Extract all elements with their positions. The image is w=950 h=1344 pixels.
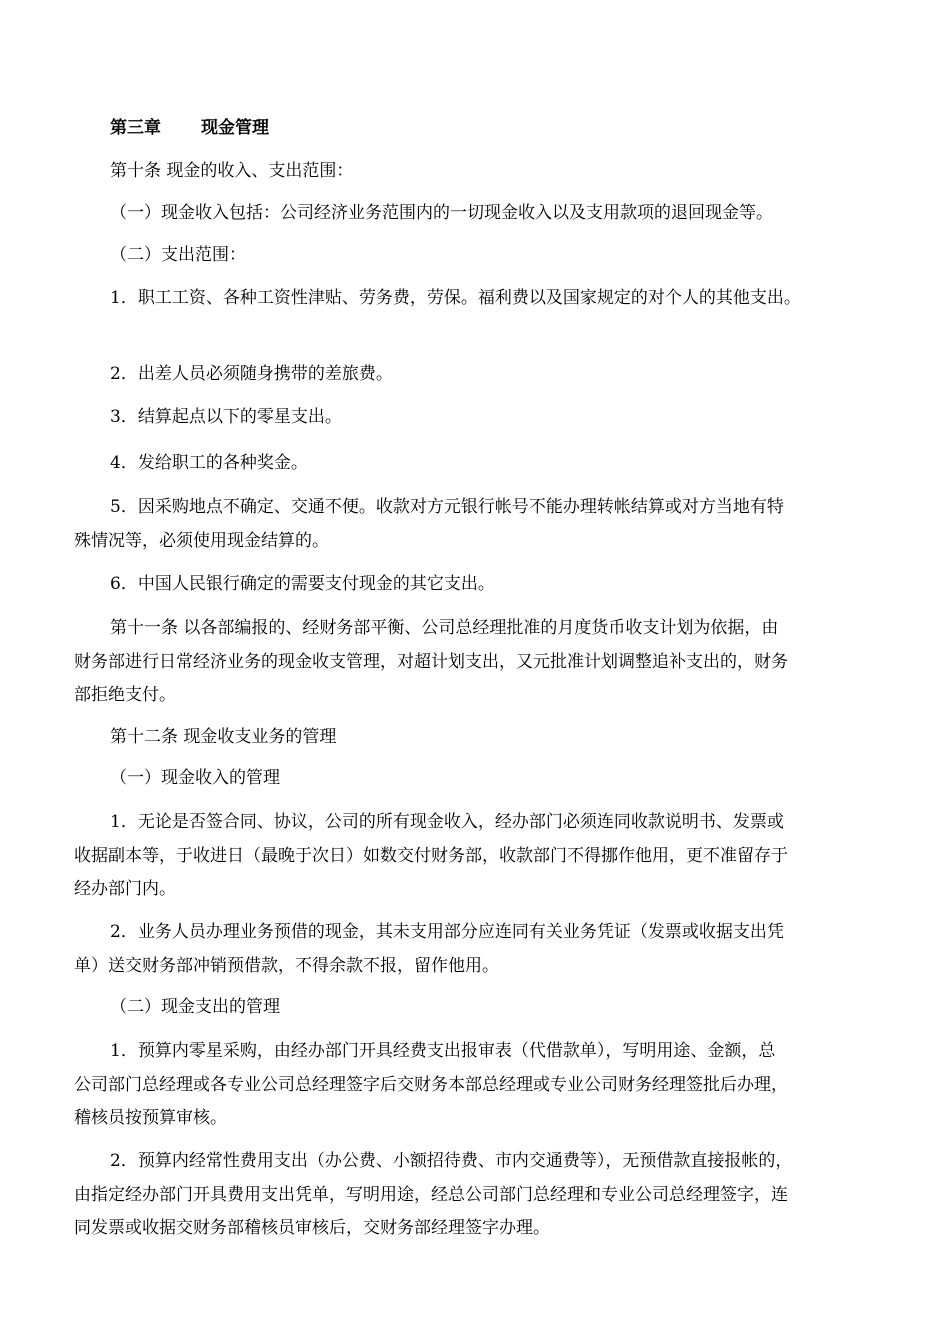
expense-rule-2-line-2: 由指定经办部门开具费用支出凭单，写明用途，经总公司部门总经理和专业公司总经理签字，连	[74, 1185, 788, 1205]
expense-rule-2-line-1: 2．预算内经常性费用支出（办公费、小额招待费、市内交通费等），无预借款直接报帐的，	[110, 1151, 793, 1171]
expense-item-5-line-2: 殊情况等，必须使用现金结算的。	[74, 531, 329, 551]
expense-item-3: 3．结算起点以下的零星支出。	[110, 407, 342, 427]
income-rule-1-line-3: 经办部门内。	[74, 879, 176, 899]
article-10-heading: 第十条 现金的收入、支出范围：	[110, 161, 354, 181]
expense-item-6: 6．中国人民银行确定的需要支付现金的其它支出。	[110, 574, 495, 594]
expense-item-1: 1．职工工资、各种工资性津贴、劳务费，劳保。福利费以及国家规定的对个人的其他支出。	[110, 288, 801, 308]
article-12-heading: 第十二条 现金收支业务的管理	[110, 727, 337, 747]
expense-rule-1-line-2: 公司部门总经理或各专业公司总经理签字后交财务本部总经理或专业公司财务经理签批后办理，	[74, 1075, 788, 1095]
expense-scope-heading: （二）支出范围：	[110, 245, 246, 265]
income-rule-2-line-1: 2．业务人员办理业务预借的现金，其未支用部分应连同有关业务凭证（发票或收据支出凭	[110, 922, 784, 942]
article-11-line-3: 部拒绝支付。	[74, 685, 176, 705]
expense-rule-2-line-3: 同发票或收据交财务部稽核员审核后，交财务部经理签字办理。	[74, 1218, 550, 1238]
article-11-line-1: 第十一条 以各部编报的、经财务部平衡、公司总经理批准的月度货币收支计划为依据，由	[110, 618, 779, 638]
chapter-number: 第三章	[110, 118, 161, 138]
cash-income-management-heading: （一）现金收入的管理	[110, 768, 280, 788]
income-rule-1-line-2: 收据副本等，于收进日（最晚于次日）如数交付财务部，收款部门不得挪作他用，更不准留存于	[74, 846, 788, 866]
expense-item-2: 2．出差人员必须随身携带的差旅费。	[110, 364, 393, 384]
income-rule-1-line-1: 1．无论是否签合同、协议，公司的所有现金收入，经办部门必须连同收款说明书、发票或	[110, 812, 784, 832]
income-rule-2-line-2: 单）送交财务部冲销预借款，不得余款不报，留作他用。	[74, 956, 499, 976]
chapter-heading	[110, 118, 920, 138]
cash-income-scope: （一）现金收入包括：公司经济业务范围内的一切现金收入以及支用款项的退回现金等。	[110, 203, 773, 223]
chapter-title: 现金管理	[201, 118, 269, 138]
expense-rule-1-line-3: 稽核员按预算审核。	[74, 1108, 227, 1128]
article-11-line-2: 财务部进行日常经济业务的现金收支管理，对超计划支出，又元批准计划调整追补支出的，财务	[74, 652, 788, 672]
cash-expense-management-heading: （二）现金支出的管理	[110, 997, 280, 1017]
expense-item-5-line-1: 5．因采购地点不确定、交通不便。收款对方元银行帐号不能办理转帐结算或对方当地有特	[110, 497, 784, 517]
expense-rule-1-line-1: 1．预算内零星采购，由经办部门开具经费支出报审表（代借款单），写明用途、金额，总	[110, 1041, 776, 1061]
expense-item-4: 4．发给职工的各种奖金。	[110, 453, 308, 473]
